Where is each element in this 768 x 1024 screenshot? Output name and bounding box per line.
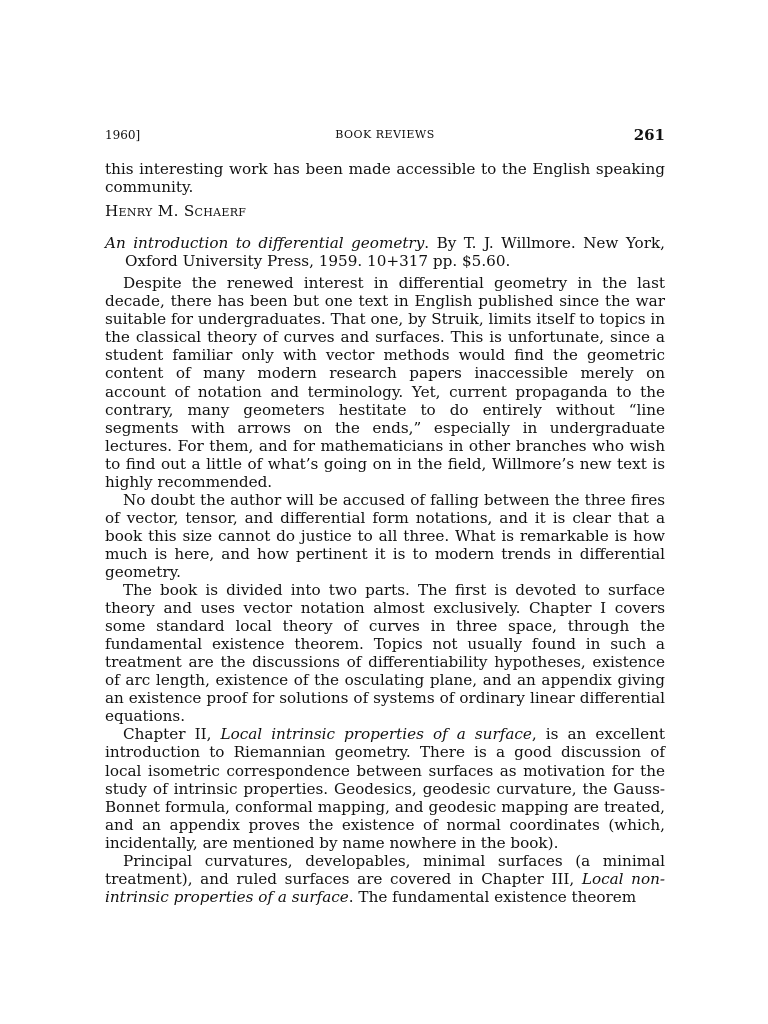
paragraph-5 [105, 852, 665, 906]
paragraph-3: The book is divided into two parts. The first is devoted to surface theory and uses vector notation almost exclusively. Chapter I covers some standard local theory of curves in three space, through the fundamental existence theorem. Topics not usually found in such a treatment are the discussions of differentiability hypotheses, existence of arc length, existence of the osculating plane, and an appendix giving an existence proof for solutions of systems of ordinary linear differential equations. [105, 581, 665, 726]
previous-review-ending: this interesting work has been made accessible to the English speaking community. [105, 160, 665, 197]
paragraph-4 [105, 725, 665, 851]
paragraph-2: No doubt the author will be accused of falling between the three fires of vector, tensor, and differential form notations, and it is clear that a book this size cannot do justice to all three. What is remarkable is how much is here, and how pertinent it is to modern trends in differential geometry. [105, 490, 665, 581]
chapter-2-title: Local intrinsic properties of a surface [220, 725, 532, 744]
paragraph-4-rest: , is an excellent introduction to Riemannian geometry. There is a good discussion of local isometric correspondence between surfaces as motivation for the study of intrinsic properties. Geodesics, geodesic curvature, the Gauss-Bonnet formula, conformal mapping, and geodesic mapping are treated, and an appendix proves the existence of normal coordinates (which, incidentally, are mentioned by name nowhere in the book). [105, 725, 666, 852]
paragraph-5-rest: . The fundamental existence theorem [348, 887, 637, 906]
paragraph-4-start: Chapter II, [123, 725, 221, 744]
header-section-title: BOOK REVIEWS [335, 128, 435, 141]
citation-details: . By T. J. Willmore. New York, Oxford University Press, 1959. 10+317 pp. $5.60. [125, 234, 665, 271]
book-title: An introduction to differential geometry [105, 234, 425, 253]
running-header [105, 126, 665, 146]
chapter-3-title: Local non-intrinsic properties of a surface [105, 869, 665, 906]
reviewer-signature: Henry M. Schaerf [105, 202, 247, 221]
header-year: 1960] [105, 128, 141, 142]
book-citation [105, 234, 665, 270]
paragraph-5-start: Principal curvatures, developables, minimal surfaces (a minimal treatment), and ruled surfaces are covered in Chapter III, [105, 851, 665, 888]
paragraph-1: Despite the renewed interest in differential geometry in the last decade, there has been but one text in English published since the war suitable for undergraduates. That one, by Struik, limits itself to topics in the classical theory of curves and surfaces. This is unfortunate, since a student familiar only with vector methods would find the geometric content of many modern research papers inaccessible merely on account of notation and terminology. Yet, current propaganda to the contrary, many geometers hestitate to do entirely without “line segments with arrows on the ends,” especially in undergraduate lectures. For them, and for mathematicians in other branches who wish to find out a little of what’s going on in the field, Willmore’s new text is highly recommended. [105, 274, 665, 491]
article-body [105, 160, 665, 906]
page-number: 261 [633, 126, 665, 144]
